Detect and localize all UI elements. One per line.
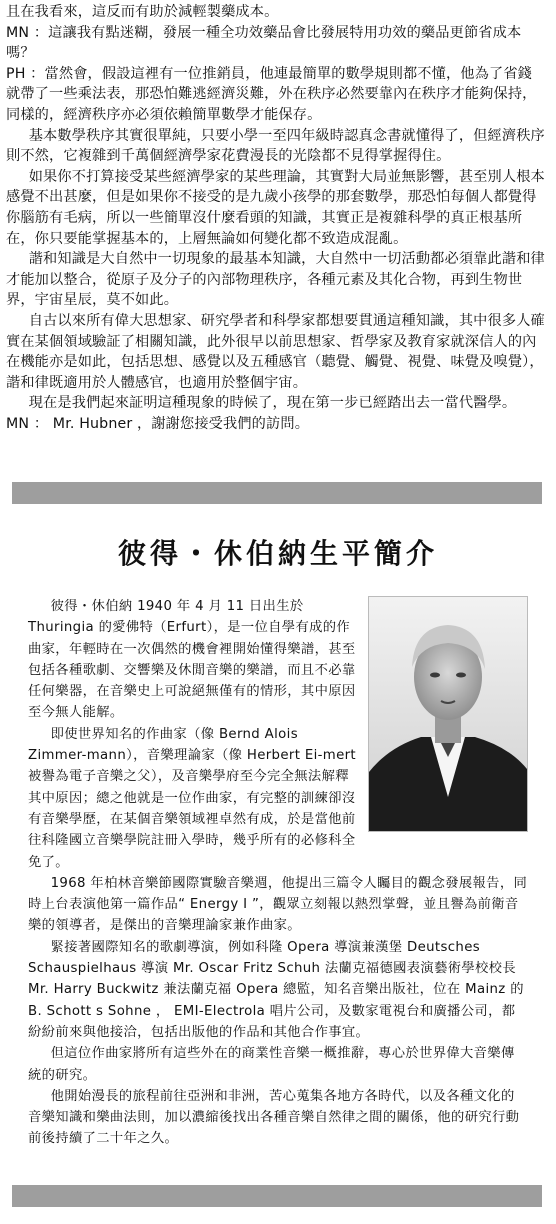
bio-paragraph: 緊接著國際知名的歌劇導演，例如科隆 Opera 導演兼漢堡 Deutsches Schauspielhaus 導演 Mr. Oscar Fritz Schuh 法蘭克福德國表演藝術學校校長 Mr. Harry Buckwitz 兼法蘭克福 Opera 總監，知名音樂出版社，位在 Mainz 的 B. Schott s Sohne ， EMI-Electrola 唱片公司，及數家電視台和廣播公司，都紛紛前來與他接洽，包括出版他的作品和其他合作事宜。 <box>28 939 524 1040</box>
bio-paragraph: 彼得・休伯納 1940 年 4 月 11 日出生於 Thuringia 的愛佛特（Erfurt），是一位自學有成的作曲家，年輕時在一次偶然的機會裡開始懂得樂譜，甚至包括各種歌劇、交響樂及休閒音樂的樂譜，而且不必靠任何樂器，在音樂史上可說絕無僅有的情形，其中原因至今無人能解。 <box>28 599 356 721</box>
interview-section <box>6 2 546 434</box>
portrait-photo-icon <box>369 597 527 831</box>
portrait-photo <box>368 596 528 832</box>
interview-paragraph: 如果你不打算接受某些經濟學家的某些理論，其實對大局並無影響，甚至別人根本感覺不出甚麼，但是如果你不接受的是九歲小孩學的那套數學，那恐怕每個人都覺得你腦筋有毛病，所以一些簡單沒什麼看頭的知識，其實正是複雜科學的真正根基所在，你只要能掌握基本的，上層無論如何變化都不致造成混亂。 <box>6 168 545 247</box>
bio-paragraph: 但這位作曲家將所有這些外在的商業性音樂一概推辭，專心於世界偉大音樂傳統的研究。 <box>28 1046 515 1083</box>
interview-paragraph: 諧和知識是大自然中一切現象的最基本知識，大自然中一切活動都必須靠此諧和律才能加以整合，從原子及分子的內部物理秩序，各種元素及其化合物，再到生物世界，宇宙星辰，莫不如此。 <box>6 251 545 309</box>
interview-answer: PH ：當然會，假設這裡有一位推銷員，他連最簡單的數學規則都不懂，他為了省錢就帶了一些乘法表，那恐怕難逃經濟災難，外在秩序必然要靠內在秩序才能夠保持，同樣的，經濟秩序亦必須依賴簡單數學才能保存。 <box>6 65 537 123</box>
interview-paragraph: 且在我看來，這反而有助於減輕製藥成本。 <box>6 4 279 20</box>
interview-question: MN ：這讓我有點迷糊，發展一種全功效藥品會比發展特用功效的藥品更節省成本嗎？ <box>6 24 522 62</box>
bio-paragraph: 1968 年柏林音樂節國際實驗音樂週，他提出三篇令人矚目的觀念發展報告，同時上台表演他第一篇作品“ Energy I ”，觀眾立刻報以熱烈掌聲，並且譽為前衛音樂的領導者，是傑出的音樂理論家兼作曲家。 <box>28 875 528 934</box>
interview-closing: MN ： Mr. Hubner ，謝謝您接受我們的訪問。 <box>6 415 310 432</box>
interview-paragraph: 基本數學秩序其實很單純，只要小學一至四年級時認真念書就懂得了，但經濟秩序則不然，它複雜到千萬個經濟學家花費漫長的光陰都不見得掌握得住。 <box>6 127 545 165</box>
section-divider-bar <box>12 482 542 504</box>
interview-paragraph: 自古以來所有偉大思想家、研究學者和科學家都想要貫通這種知識，其中很多人確實在某個領域驗証了相關知識，此外很早以前思想家、哲學家及教育家就深信人的內在機能亦是如此，包括思想、感覺以及五種感官（聽覺、觸覺、視覺、味覺及嗅覺），諧和律既適用於人體感官，也適用於整個宇宙。 <box>6 312 545 391</box>
bio-title: 彼得・休伯納生平簡介 <box>117 537 438 570</box>
section-divider-bar <box>12 1185 542 1207</box>
bio-section <box>28 596 528 1150</box>
bio-paragraph: 即使世界知名的作曲家（像 Bernd Alois Zimmer-mann），音樂理論家（像 Herbert Ei-mert 被譽為電子音樂之父），及音樂學府至今完全無法解釋其中原因；總之他就是一位作曲家，有完整的訓練卻沒有音樂學歷，在某個音樂領域裡卓然有成，於是當他前往科隆國立音樂學院註冊入學時，幾乎所有的必修科全免了。 <box>28 726 356 870</box>
bio-paragraph: 他開始漫長的旅程前往亞洲和非洲，苦心蒐集各地方各時代，以及各種文化的音樂知識和樂曲法則，加以濃縮後找出各種音樂自然律之間的關係，他的研究行動前後持續了二十年之久。 <box>28 1088 520 1147</box>
interview-paragraph: 現在是我們起來証明這種現象的時候了，現在第一步已經踏出去一當代醫學。 <box>28 395 517 412</box>
